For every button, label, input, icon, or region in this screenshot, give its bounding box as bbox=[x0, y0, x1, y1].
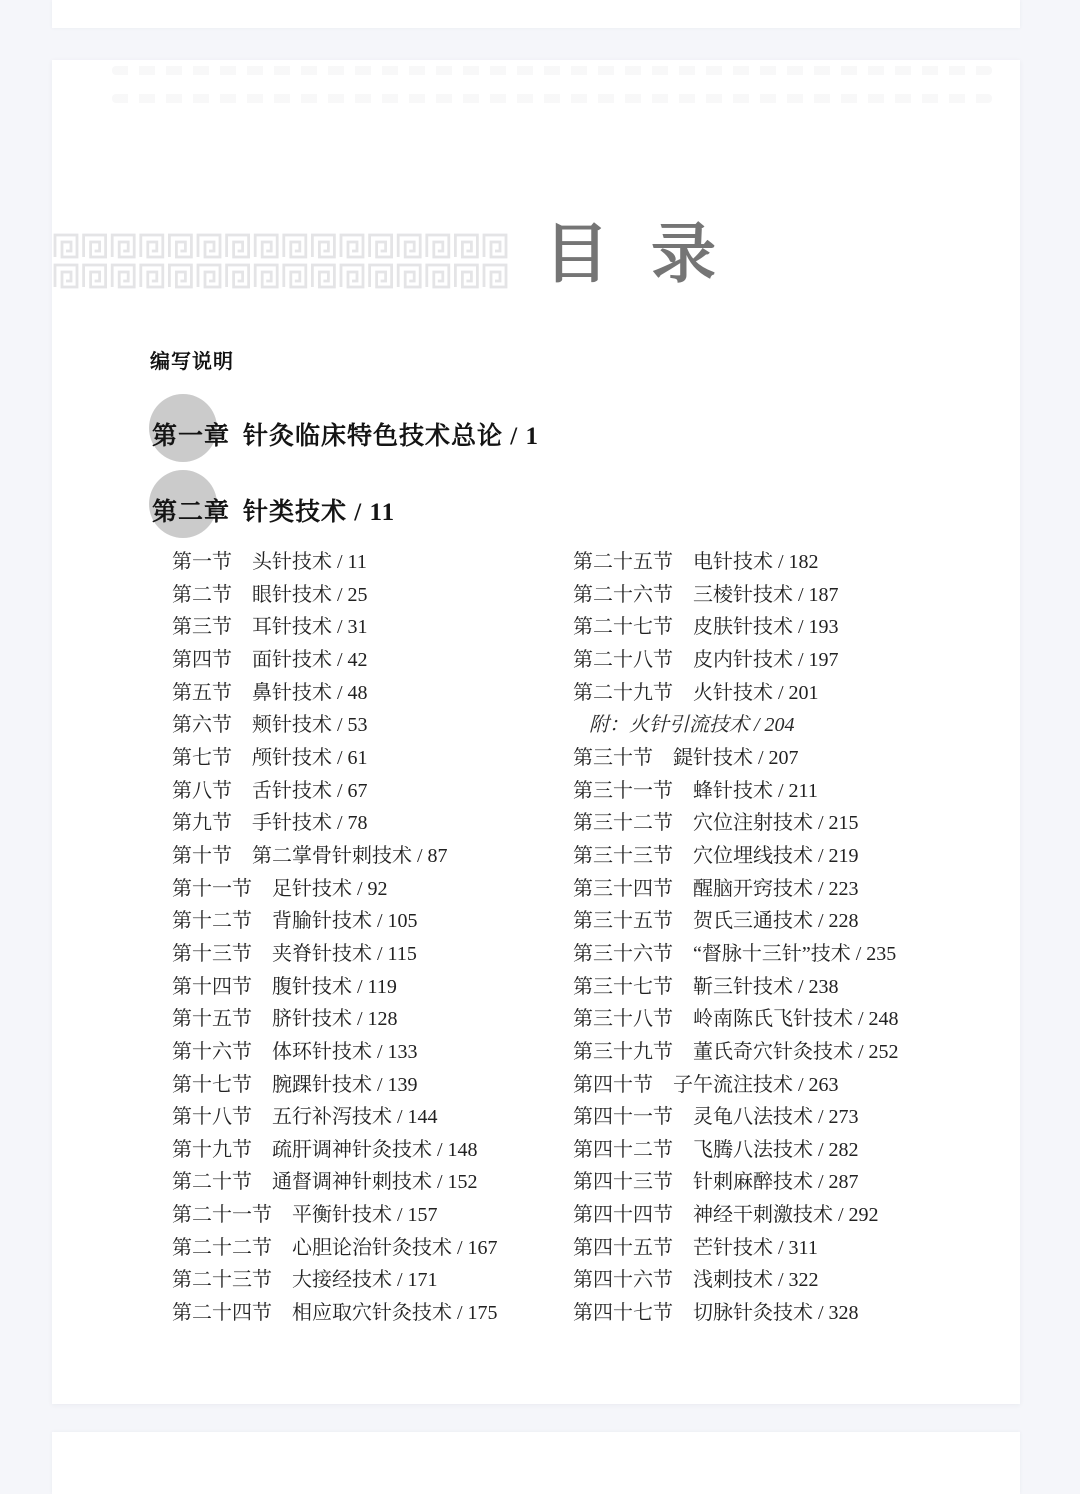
meander-border-pattern bbox=[52, 231, 510, 291]
toc-entry: 第六节 颊针技术 / 53 bbox=[172, 714, 368, 737]
toc-entry: 第三十五节 贺氏三通技术 / 228 bbox=[573, 910, 859, 933]
toc-entry: 第八节 舌针技术 / 67 bbox=[172, 779, 368, 802]
toc-entry: 第二节 眼针技术 / 25 bbox=[172, 583, 368, 606]
page-title-char: 录 bbox=[651, 219, 717, 291]
toc-entry: 第三十七节 靳三针技术 / 238 bbox=[573, 975, 839, 998]
toc-entry: 第三十节 鍉针技术 / 207 bbox=[573, 746, 799, 769]
toc-entry: 第三十九节 董氏奇穴针灸技术 / 252 bbox=[573, 1040, 899, 1063]
book-page bbox=[52, 60, 1020, 1404]
toc-entry: 第三十二节 穴位注射技术 / 215 bbox=[573, 812, 859, 835]
toc-entry: 第三十一节 蜂针技术 / 211 bbox=[573, 779, 818, 802]
toc-entry: 第三十三节 穴位埋线技术 / 219 bbox=[573, 844, 859, 867]
toc-entry: 第十四节 腹针技术 / 119 bbox=[172, 975, 397, 998]
toc-column-left bbox=[172, 546, 498, 1330]
toc-entry: 第二十五节 电针技术 / 182 bbox=[573, 551, 819, 573]
toc-entry: 第十七节 腕踝针技术 / 139 bbox=[172, 1073, 418, 1096]
toc-entry: 第三十八节 岭南陈氏飞针技术 / 248 bbox=[573, 1008, 899, 1031]
chapter-row bbox=[52, 470, 952, 540]
toc-entry: 第五节 鼻针技术 / 48 bbox=[172, 681, 368, 704]
toc-entry: 第十九节 疏肝调神针灸技术 / 148 bbox=[172, 1138, 478, 1161]
intro-section-label: 编写说明 bbox=[150, 351, 234, 373]
toc-entry: 第二十六节 三棱针技术 / 187 bbox=[573, 583, 839, 606]
chapter-title: 针类技术 / 11 bbox=[243, 499, 396, 526]
toc-entry: 第二十四节 相应取穴针灸技术 / 175 bbox=[172, 1302, 498, 1325]
toc-entry: 第十二节 背腧针技术 / 105 bbox=[172, 910, 418, 933]
chapter-title: 针灸临床特色技术总论 / 1 bbox=[243, 423, 539, 450]
toc-entry: 第二十一节 平衡针技术 / 157 bbox=[172, 1204, 438, 1227]
toc-entry: 第二十节 通督调神针刺技术 / 152 bbox=[172, 1171, 478, 1194]
page-title-char: 目 bbox=[544, 219, 610, 291]
toc-entry: 第四十一节 灵龟八法技术 / 273 bbox=[573, 1106, 859, 1129]
toc-entry: 第四十七节 切脉针灸技术 / 328 bbox=[573, 1302, 859, 1325]
toc-entry: 第一节 头针技术 / 11 bbox=[172, 551, 367, 573]
toc-entry: 第十八节 五行补泻技术 / 144 bbox=[172, 1106, 438, 1129]
toc-entry: 第二十七节 皮肤针技术 / 193 bbox=[573, 616, 839, 639]
chapter-row bbox=[52, 394, 952, 464]
toc-entry: 第四十二节 飞腾八法技术 / 282 bbox=[573, 1138, 859, 1161]
adjacent-page-edge-top bbox=[52, 0, 1020, 28]
toc-entry: 第九节 手针技术 / 78 bbox=[172, 812, 368, 835]
toc-entry: 第四十四节 神经干刺激技术 / 292 bbox=[573, 1204, 879, 1227]
toc-entry: 第四十三节 针刺麻醉技术 / 287 bbox=[573, 1171, 859, 1194]
toc-entry: 第二十九节 火针技术 / 201 bbox=[573, 681, 819, 704]
chapter-number: 第一章 bbox=[152, 423, 231, 450]
ink-bleed-through bbox=[112, 66, 992, 75]
adjacent-page-edge-bottom bbox=[52, 1432, 1020, 1494]
toc-entry: 第十五节 脐针技术 / 128 bbox=[172, 1008, 398, 1031]
toc-entry: 第三十四节 醒脑开窍技术 / 223 bbox=[573, 877, 859, 900]
toc-entry: 第七节 颅针技术 / 61 bbox=[172, 746, 368, 769]
toc-entry: 第十六节 体环针技术 / 133 bbox=[172, 1040, 418, 1063]
toc-column-right bbox=[573, 546, 899, 1330]
toc-entry: 第四十五节 芒针技术 / 311 bbox=[573, 1236, 818, 1259]
toc-entry: 第十三节 夹脊针技术 / 115 bbox=[172, 942, 417, 965]
toc-entry: 第十节 第二掌骨针刺技术 / 87 bbox=[172, 844, 448, 867]
toc-entry: 第三十六节 “督脉十三针”技术 / 235 bbox=[573, 942, 897, 965]
toc-appendix-entry: 附：火针引流技术 / 204 bbox=[589, 714, 795, 737]
toc-entry: 第十一节 足针技术 / 92 bbox=[172, 877, 388, 900]
toc-entry: 第四节 面针技术 / 42 bbox=[172, 648, 368, 671]
ink-bleed-through bbox=[112, 94, 992, 103]
toc-entry: 第四十节 子午流注技术 / 263 bbox=[573, 1073, 839, 1096]
toc-entry: 第三节 耳针技术 / 31 bbox=[172, 616, 368, 639]
toc-entry: 第二十三节 大接经技术 / 171 bbox=[172, 1269, 438, 1292]
chapter-number: 第二章 bbox=[152, 499, 231, 526]
toc-entry: 第二十二节 心胆论治针灸技术 / 167 bbox=[172, 1236, 498, 1259]
toc-entry: 第四十六节 浅刺技术 / 322 bbox=[573, 1269, 819, 1292]
page-title bbox=[544, 219, 717, 291]
toc-entry: 第二十八节 皮内针技术 / 197 bbox=[573, 648, 839, 671]
